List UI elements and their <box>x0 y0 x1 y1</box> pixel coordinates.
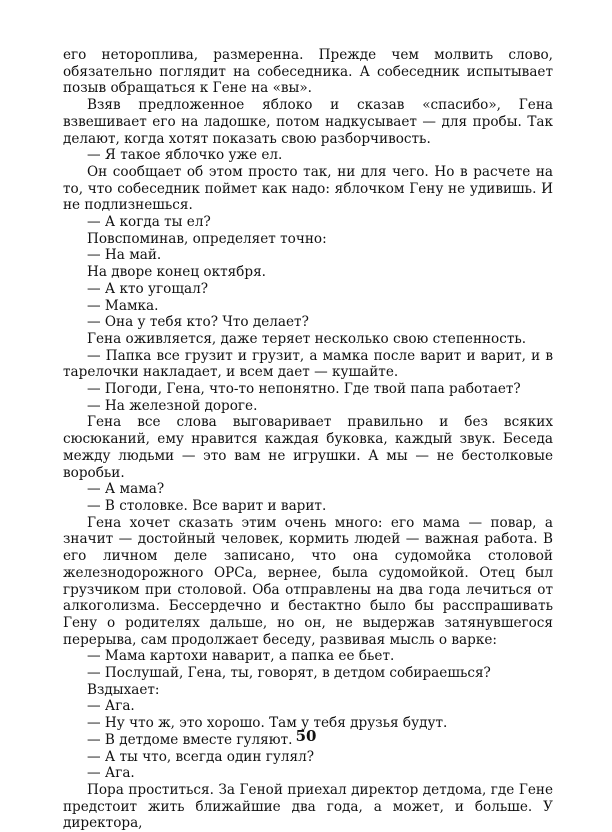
dialogue-line: — А когда ты ел? <box>87 214 211 231</box>
dialogue-line: — Я такое яблочко уже ел. <box>87 147 283 164</box>
dialogue-line: — А мама? <box>87 481 165 498</box>
dialogue-line: — А ты что, всегда один гулял? <box>87 748 315 765</box>
dialogue-line: — В столовке. Все варит и варит. <box>87 497 327 514</box>
paragraph-continuation: его неторопливa, размеренна. Прежде чем молвить слово, обязательно поглядит на собеседника. А собеседник испытывает позыв обращаться к Гене на «вы». <box>63 47 553 97</box>
dialogue-line: — В детдоме вместе гуляют. <box>87 731 293 748</box>
dialogue-line: — Послушай, Гена, ты, говорят, в детдом собираешься? <box>87 665 491 682</box>
paragraph: Взяв предложенное яблоко и сказав «спасибо», Гена взвешивает его на ладошке, потом надкусывает — для пробы. Так делают, когда хотят показать свою разборчивость. <box>63 97 553 147</box>
dialogue-line: — На железной дороге. <box>87 397 258 414</box>
dialogue-line: — Ну что ж, это хорошо. Там у тебя друзья будут. <box>87 715 448 732</box>
dialogue-line: — Ага. <box>87 765 135 782</box>
dialogue-line: — Погоди, Гена, что-то непонятно. Где твой папа работает? <box>87 381 521 398</box>
paragraph: Гена оживляется, даже теряет несколько свою степенность. <box>87 330 527 347</box>
dialogue-line: — Она у тебя кто? Что делает? <box>87 314 309 331</box>
paragraph: Гена хочет сказать этим очень много: его мама — повар, а значит — достойный человек, кормить людей — важная работа. В его личном деле записано, что она судомойка столовой железнодорожного ОРСа, вернее, была судомойкой. Отец был грузчиком при столовой. Оба отправлены на два года лечиться от алкоголизма. Бессердечно и бестактно было бы расспрашивать Гену о родителях дальше, но он, не выдержав затянувшегося перерыва, сам продолжает беседу, развивая мысль о варке: <box>63 514 553 648</box>
dialogue-line: — Ага. <box>87 698 135 715</box>
dialogue-line: — Мама картохи наварит, а папка ее бьет. <box>87 648 395 665</box>
dialogue-line: — А кто угощал? <box>87 280 209 297</box>
dialogue-line: — Папка все грузит и грузит, а мамка после варит и варит, и в тарелочки накладает, и всем дает — кушайте. <box>63 347 553 381</box>
paragraph: Гена все слова выговаривает правильно и без всяких сюсюканий, ему нравится каждая буковка, каждый звук. Беседа между людьми — это вам не игрушки. А мы — не бестолковые воробьи. <box>63 414 553 481</box>
page-text <box>63 47 553 832</box>
page-number: 50 <box>295 727 317 745</box>
dialogue-line: — Мамка. <box>87 297 159 314</box>
paragraph: Пора проститься. За Геной приехал директор детдома, где Гене предстоит жить ближайшие два года, а может, и больше. У директора, <box>63 781 553 832</box>
paragraph: Повспоминав, определяет точно: <box>87 230 327 247</box>
paragraph: Он сообщает об этом просто так, ни для чего. Но в расчете на то, что собеседник поймет как надо: яблочком Гену не удивишь. И не подлизнешься. <box>63 163 553 214</box>
paragraph: Вздыхает: <box>87 681 160 698</box>
dialogue-line: — На май. <box>87 247 162 264</box>
paragraph: На дворе конец октября. <box>87 264 266 281</box>
